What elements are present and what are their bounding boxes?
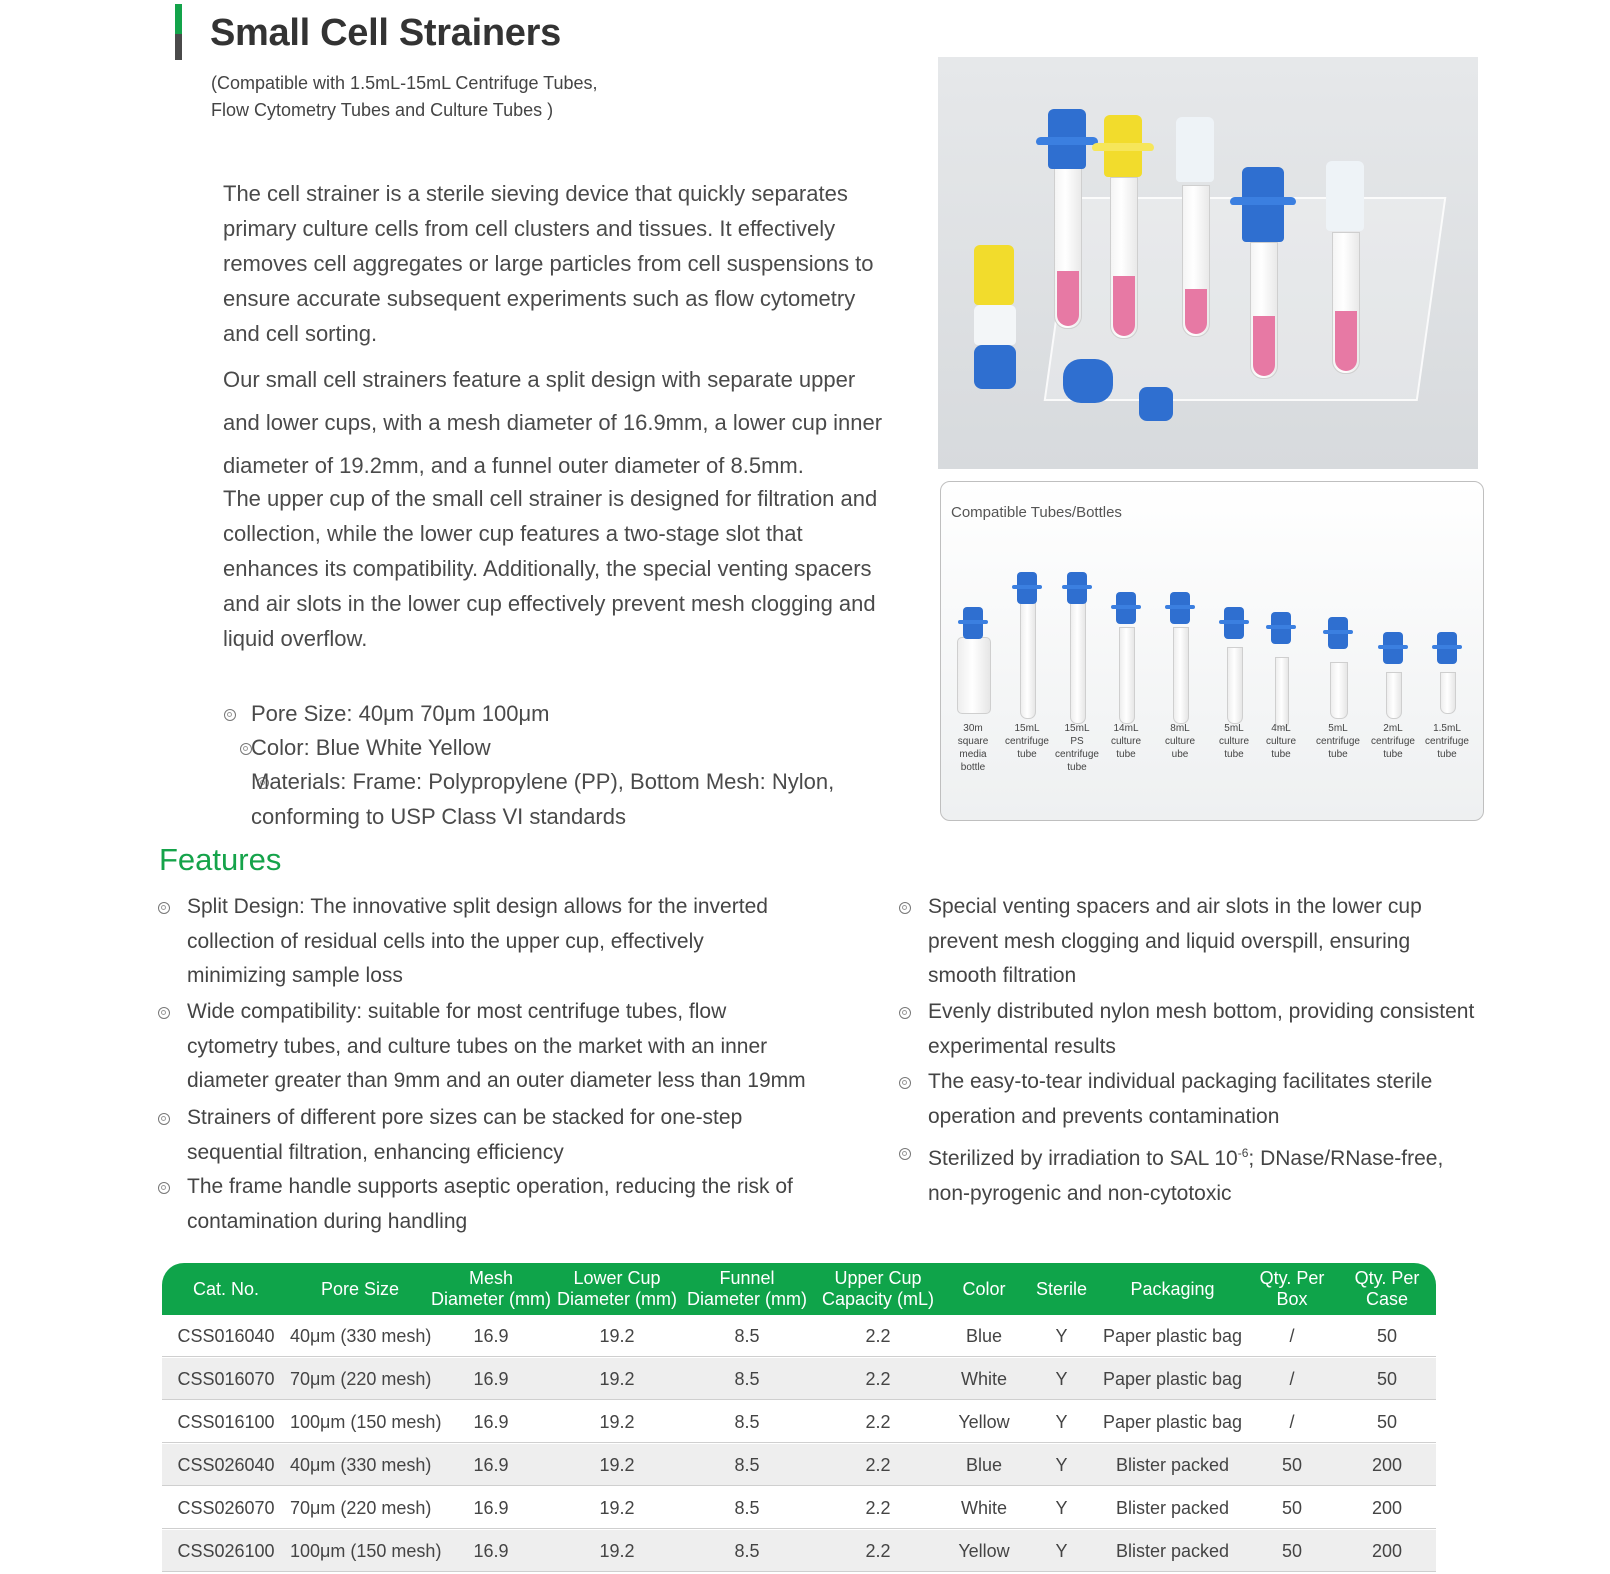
table-cell: Yellow: [958, 1541, 1010, 1561]
table-row: [162, 1315, 1436, 1357]
compatible-tube: [1173, 627, 1189, 724]
table-cell: 16.9: [473, 1326, 509, 1346]
compatible-tube: [1440, 672, 1456, 714]
table-cell: 8.5: [734, 1326, 760, 1346]
blue-strainer-cap: [1017, 572, 1037, 604]
text-line: Evenly distributed nylon mesh bottom, providing consistent: [928, 1000, 1475, 1023]
text-line: The cell strainer is a sterile sieving device that quickly separates: [223, 181, 848, 206]
blue-strainer-cap: [1170, 592, 1190, 624]
compatible-tube: [1275, 657, 1289, 729]
table-cell: 50: [1376, 1369, 1398, 1389]
text-line: non-pyrogenic and non-cytotoxic: [928, 1181, 1232, 1205]
table-cell: 8.5: [734, 1541, 760, 1561]
feature-item: [187, 995, 806, 1099]
text-line: diameter of 19.2mm, and a funnel outer diameter of 8.5mm.: [223, 453, 804, 478]
table-cell: 50: [1376, 1412, 1398, 1432]
tube: [1250, 242, 1278, 379]
subtitle-line: (Compatible with 1.5mL-15mL Centrifuge Tubes,: [211, 73, 598, 93]
compatible-tube: [1227, 647, 1243, 724]
blue-strainer-cap: [963, 607, 983, 639]
tube: [1332, 232, 1360, 374]
table-cell: 19.2: [599, 1541, 635, 1561]
compatible-tube-label: 15mL PS centrifuge tube: [1055, 723, 1099, 773]
feature-item: [187, 890, 768, 994]
table-cell: Blister packed: [1115, 1455, 1230, 1475]
white-strainer-cap: [1326, 161, 1364, 231]
table-cell: CSS026070: [177, 1498, 275, 1518]
text-line: ensure accurate subsequent experiments such as flow cytometry: [223, 286, 856, 311]
table-cell: /: [1289, 1369, 1295, 1389]
compatible-tube-label: 30m square media bottle: [957, 723, 989, 773]
table-cell: 8.5: [734, 1369, 760, 1389]
table-header: [162, 1263, 1436, 1315]
compatible-tube: [1330, 662, 1348, 719]
bullet-icon: [158, 1182, 170, 1194]
spec-materials: [251, 764, 834, 834]
blue-strainer-cap: [1067, 572, 1087, 604]
table-cell: CSS016100: [177, 1412, 275, 1432]
table-cell: Y: [1055, 1326, 1068, 1346]
text-line: collection, while the lower cup features a two-stage slot that: [223, 521, 803, 546]
blue-strainer-cap: [1271, 612, 1291, 644]
table-cell: Y: [1055, 1455, 1068, 1475]
text-line: and air slots in the lower cup effectively prevent mesh clogging and: [223, 591, 876, 616]
text-line: primary culture cells from cell clusters and tissues. It effectively: [223, 216, 836, 241]
table-cell: 16.9: [473, 1455, 509, 1475]
text-line: Materials: Frame: Polypropylene (PP), Bottom Mesh: Nylon,: [251, 769, 835, 794]
table-cell: CSS026100: [177, 1541, 275, 1561]
table-cell: Yellow: [958, 1412, 1010, 1432]
text-line: minimizing sample loss: [187, 964, 403, 988]
table-cell: 2.2: [865, 1541, 891, 1561]
bullet-icon: [158, 902, 170, 914]
compatible-tube: [1070, 602, 1086, 724]
blue-cap-loose: [1063, 359, 1113, 403]
compatible-title: Compatible Tubes/Bottles: [951, 504, 1122, 521]
feature-item: [187, 1101, 742, 1170]
tube: [1182, 185, 1210, 337]
white-strainer-cap: [1176, 117, 1214, 182]
blue-cap-small: [1139, 387, 1173, 421]
table-cell: 19.2: [599, 1326, 635, 1346]
table-cell: 19.2: [599, 1412, 635, 1432]
feature-item: [928, 890, 1422, 994]
text-line: and lower cups, with a mesh diameter of 16.9mm, a lower cup inner: [223, 410, 883, 435]
bullet-icon: [224, 709, 236, 721]
bullet-icon: [899, 1148, 911, 1160]
table-cell: 2.2: [865, 1412, 891, 1432]
text-span: Sterilized by irradiation to SAL 10: [928, 1147, 1238, 1170]
text-line: and cell sorting.: [223, 321, 378, 346]
table-row: [162, 1444, 1436, 1486]
features-title: Features: [159, 842, 282, 877]
feature-item: [928, 995, 1474, 1064]
superscript: -6: [1237, 1146, 1249, 1160]
blue-strainer-cap: [1328, 617, 1348, 649]
feature-item: [928, 1136, 1443, 1211]
table-header-cell: Pore Size: [320, 1278, 400, 1299]
text-line: Our small cell strainers feature a split design with separate upper: [223, 367, 856, 392]
bullet-icon: [899, 902, 911, 914]
text-line: removes cell aggregates or large particles from cell suspensions to: [223, 251, 874, 276]
text-line: diameter greater than 9mm and an outer diameter less than 19mm: [187, 1069, 806, 1093]
bullet-icon: [158, 1007, 170, 1019]
table-header-cell: Qty. Per Box: [1259, 1268, 1325, 1309]
table-cell: 100μm (150 mesh): [290, 1412, 442, 1432]
blue-lower-cup: [974, 345, 1016, 389]
table-header-cell: Packaging: [1130, 1278, 1215, 1299]
text-line: experimental results: [928, 1034, 1116, 1058]
table-cell: 2.2: [865, 1498, 891, 1518]
bullet-icon: [899, 1077, 911, 1089]
text-line: operation and prevents contamination: [928, 1104, 1280, 1128]
white-lower-cup: [974, 305, 1016, 345]
text-line: collection of residual cells into the upper cup, effectively: [187, 929, 704, 953]
table-cell: Paper plastic bag: [1102, 1412, 1243, 1432]
tube: [1054, 167, 1082, 329]
compatible-tube-label: 8mL culture ube: [1164, 723, 1195, 760]
table-cell: 16.9: [473, 1498, 509, 1518]
table-cell: /: [1289, 1412, 1295, 1432]
table-cell: CSS016070: [177, 1369, 275, 1389]
text-line: Wide compatibility: suitable for most centrifuge tubes, flow: [187, 1000, 727, 1023]
table-cell: Blister packed: [1115, 1498, 1230, 1518]
table-cell: 19.2: [599, 1369, 635, 1389]
table-header-cell: Mesh Diameter (mm): [431, 1268, 551, 1309]
compatible-tube-label: 2mL centrifuge tube: [1371, 723, 1415, 760]
table-cell: 40μm (330 mesh): [290, 1326, 432, 1346]
table-header-cell: Qty. Per Case: [1354, 1268, 1420, 1309]
table-cell: 19.2: [599, 1455, 635, 1475]
table-cell: 200: [1371, 1455, 1403, 1475]
text-line: prevent mesh clogging and liquid overspill, ensuring: [928, 929, 1411, 953]
table-cell: 2.2: [865, 1326, 891, 1346]
table-header-cell: Cat. No.: [192, 1278, 260, 1299]
table-cell: 50: [1281, 1455, 1303, 1475]
table-cell: 19.2: [599, 1498, 635, 1518]
spec-color: Color: Blue White Yellow: [251, 735, 491, 760]
table-row: [162, 1358, 1436, 1400]
table-cell: CSS026040: [177, 1455, 275, 1475]
table-cell: 8.5: [734, 1455, 760, 1475]
compatible-tubes-panel: [940, 481, 1484, 821]
blue-strainer-cap: [1383, 632, 1403, 664]
spec-pore-size: Pore Size: 40μm 70μm 100μm: [251, 701, 550, 726]
table-cell: Y: [1055, 1541, 1068, 1561]
tube: [1110, 177, 1138, 339]
text-line: enhances its compatibility. Additionally, the special venting spacers: [223, 556, 872, 581]
strainer-handle: [1036, 137, 1098, 145]
compatible-tube-label: 4mL culture tube: [1265, 723, 1296, 760]
description-paragraph-3: [223, 481, 877, 656]
compatible-tube: [1386, 672, 1402, 719]
table-cell: 50: [1376, 1326, 1398, 1346]
text-line: Special venting spacers and air slots in the lower cup: [928, 895, 1422, 918]
text-line: liquid overflow.: [223, 626, 368, 651]
table-cell: 2.2: [865, 1369, 891, 1389]
table-cell: White: [960, 1369, 1007, 1389]
compatible-tube-label: 5mL centrifuge tube: [1316, 723, 1360, 760]
table-cell: CSS016040: [177, 1326, 275, 1346]
table-header-cell: Funnel Diameter (mm): [687, 1268, 807, 1309]
feature-item: [928, 1065, 1432, 1134]
compatible-tube-label: 15mL centrifuge tube: [1005, 723, 1049, 760]
text-line: The frame handle supports aseptic operation, reducing the risk of: [187, 1175, 793, 1198]
strainer-handle: [1230, 197, 1296, 205]
table-cell: Paper plastic bag: [1102, 1369, 1243, 1389]
table-cell: Y: [1055, 1369, 1068, 1389]
table-cell: 16.9: [473, 1369, 509, 1389]
table-cell: 8.5: [734, 1498, 760, 1518]
table-cell: Y: [1055, 1498, 1068, 1518]
compatible-tube: [1020, 602, 1036, 719]
blue-strainer-cap: [1116, 592, 1136, 624]
text-line: conforming to USP Class VI standards: [251, 804, 626, 829]
table-cell: /: [1289, 1326, 1295, 1346]
strainer-handle: [1092, 143, 1154, 151]
page-title: Small Cell Strainers: [210, 12, 561, 54]
table-cell: 70μm (220 mesh): [290, 1498, 432, 1518]
table-header-cell: Upper Cup Capacity (mL): [821, 1268, 935, 1309]
title-accent-bar: [175, 4, 182, 60]
table-cell: Y: [1055, 1412, 1068, 1432]
table-cell: 16.9: [473, 1541, 509, 1561]
table-cell: Blister packed: [1115, 1541, 1230, 1561]
table-cell: Paper plastic bag: [1102, 1326, 1243, 1346]
compatible-tube-label: 14mL culture tube: [1110, 723, 1141, 760]
page-subtitle: [211, 70, 598, 124]
blue-strainer-cap: [1437, 632, 1457, 664]
description-paragraph-2: [223, 358, 882, 487]
compatible-tube: [1119, 627, 1135, 724]
text-line: Strainers of different pore sizes can be stacked for one-step: [187, 1106, 743, 1129]
table-header-cell: Color: [962, 1278, 1006, 1299]
yellow-lower-cup: [974, 245, 1014, 305]
table-header-cell: Lower Cup Diameter (mm): [557, 1268, 677, 1309]
text-line: sequential filtration, enhancing efficiency: [187, 1140, 564, 1164]
table-row: [162, 1401, 1436, 1443]
table-cell: 50: [1281, 1498, 1303, 1518]
subtitle-line: Flow Cytometry Tubes and Culture Tubes ): [211, 100, 554, 120]
table-row: [162, 1487, 1436, 1529]
text-line: smooth filtration: [928, 964, 1077, 988]
text-line: The easy-to-tear individual packaging facilitates sterile: [928, 1070, 1433, 1093]
product-photo: [938, 57, 1478, 469]
table-cell: 8.5: [734, 1412, 760, 1432]
blue-strainer-cap: [1224, 607, 1244, 639]
table-cell: Blue: [965, 1326, 1003, 1346]
table-cell: 50: [1281, 1541, 1303, 1561]
text-line: contamination during handling: [187, 1209, 468, 1233]
text-line: cytometry tubes, and culture tubes on the market with an inner: [187, 1034, 768, 1058]
text-line: Split Design: The innovative split design allows for the inverted: [187, 895, 768, 918]
compatible-tube-label: 5mL culture tube: [1218, 723, 1249, 760]
compatible-tube-label: 1.5mL centrifuge tube: [1425, 723, 1469, 760]
table-cell: 200: [1371, 1498, 1403, 1518]
text-line: The upper cup of the small cell strainer is designed for filtration and: [223, 486, 878, 511]
table-cell: 2.2: [865, 1455, 891, 1475]
table-cell: White: [960, 1498, 1007, 1518]
table-cell: 200: [1371, 1541, 1403, 1561]
description-paragraph-1: [223, 176, 874, 351]
table-header-cell: Sterile: [1035, 1278, 1088, 1299]
bullet-icon: [899, 1007, 911, 1019]
table-cell: 16.9: [473, 1412, 509, 1432]
table-cell: 70μm (220 mesh): [290, 1369, 432, 1389]
table-cell: Blue: [965, 1455, 1003, 1475]
table-row: [162, 1530, 1436, 1572]
feature-item: [187, 1170, 793, 1239]
table-cell: 100μm (150 mesh): [290, 1541, 442, 1561]
table-cell: 40μm (330 mesh): [290, 1455, 432, 1475]
text-span: ; DNase/RNase-free,: [1248, 1147, 1444, 1170]
compatible-tube: [957, 637, 991, 714]
bullet-icon: [158, 1113, 170, 1125]
